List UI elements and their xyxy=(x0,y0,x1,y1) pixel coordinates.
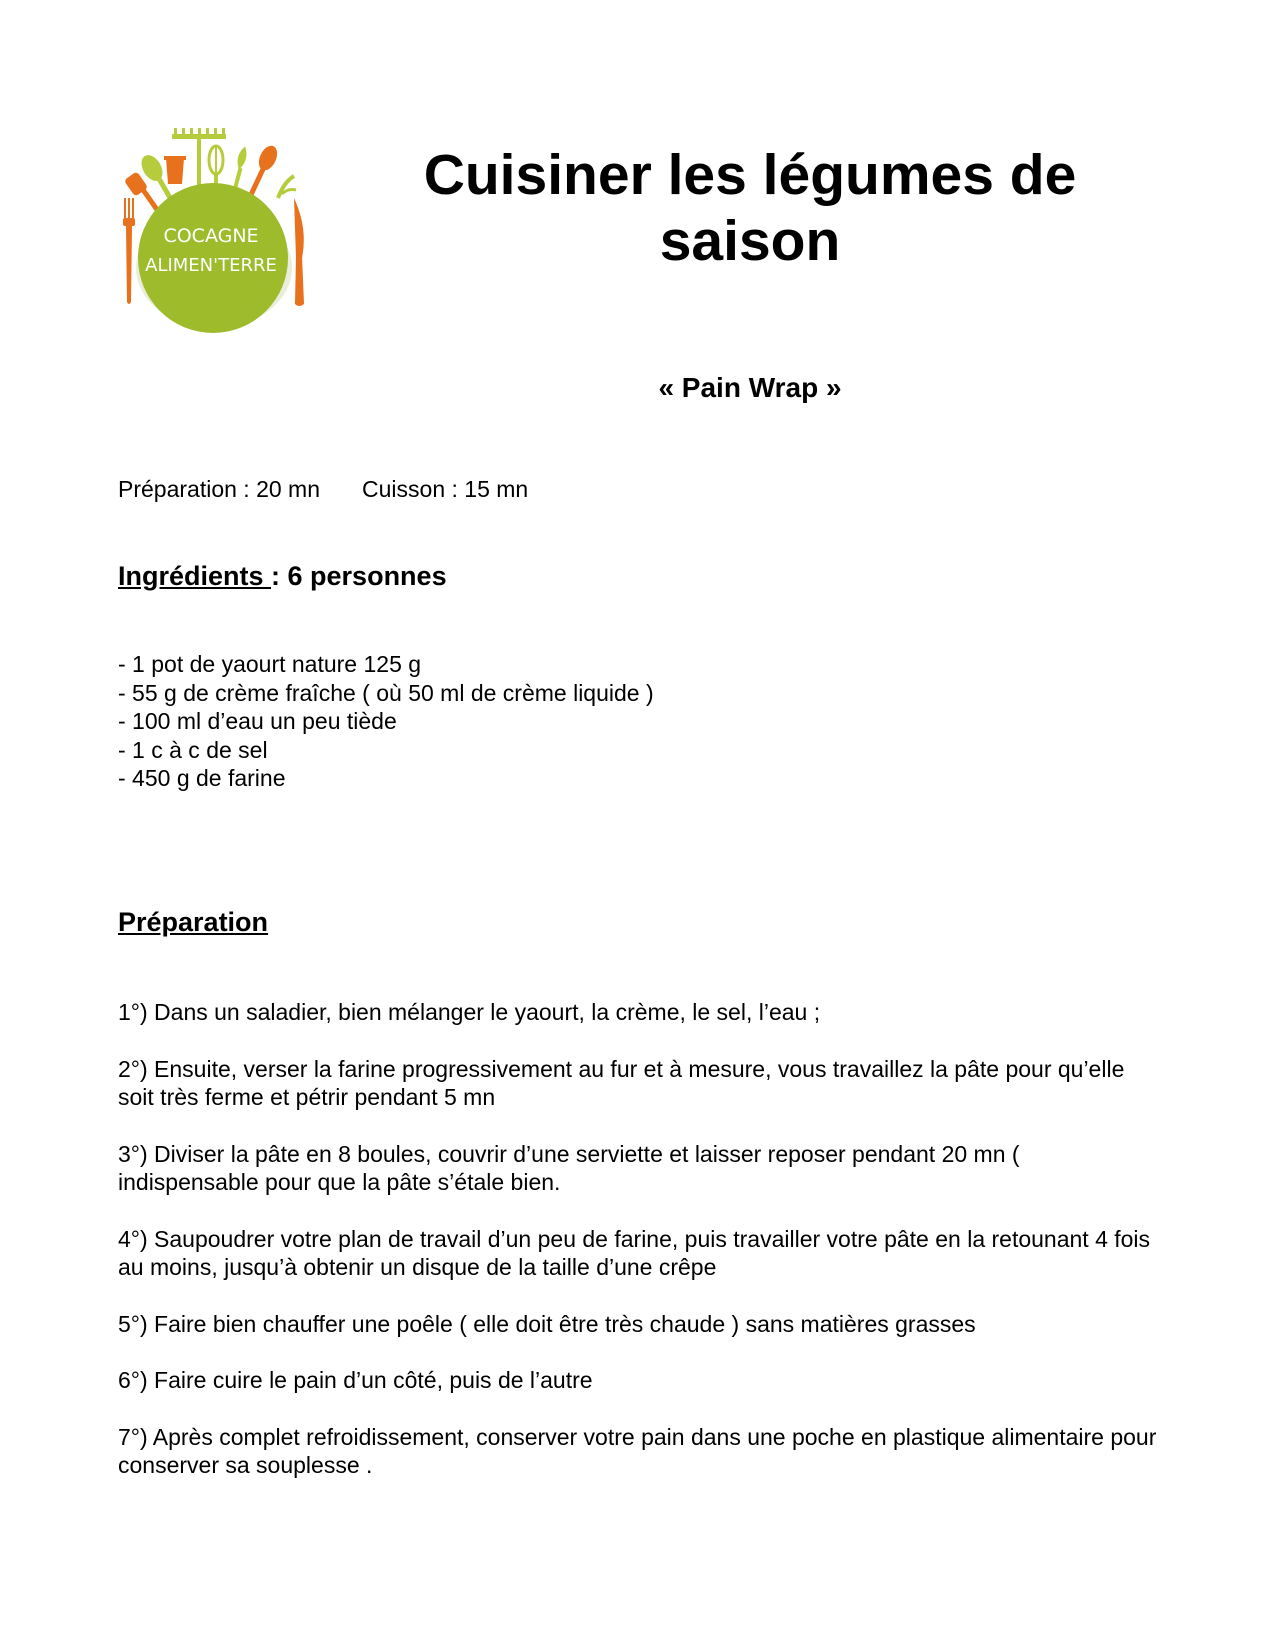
ingredient-item: - 1 c à c de sel xyxy=(118,736,268,763)
recipe-name: « Pain Wrap » xyxy=(658,372,842,403)
cocagne-logo xyxy=(118,128,318,340)
sprout-icon xyxy=(278,176,296,198)
step-item: 1°) Dans un saladier, bien mélanger le yaourt, la crème, le sel, l’eau ; xyxy=(118,999,821,1025)
ingredient-item: - 100 ml d’eau un peu tiède xyxy=(118,708,397,734)
step-item: 7°) Après complet refroidissement, conserver votre pain dans une poche en plastique alimentaire pour conserver sa souplesse . xyxy=(118,1423,1157,1478)
cooking-times xyxy=(118,475,528,503)
preparation-steps xyxy=(118,998,1158,1508)
logo-text-alimenterre: ALIMEN'TERRE xyxy=(145,255,277,276)
step-item: 3°) Diviser la pâte en 8 boules, couvrir d’une serviette et laisser reposer pendant 20 mn ( indispensable pour que la pâte s’étale bien. xyxy=(118,1140,1020,1195)
fork-icon xyxy=(123,198,135,304)
measuring-cup-icon xyxy=(164,156,186,184)
logo-text-cocagne: COCAGNE xyxy=(163,225,259,247)
ingredient-item: - 1 pot de yaourt nature 125 g xyxy=(118,651,422,677)
preparation-time: Préparation : 20 mn xyxy=(118,476,321,502)
slotted-spatula-icon xyxy=(248,143,280,197)
step-item: 5°) Faire bien chauffer une poêle ( elle doit être très chaude ) sans matières grasses xyxy=(118,1310,976,1337)
ingredients-heading xyxy=(118,560,447,592)
preparation-heading: Préparation xyxy=(118,907,269,937)
knife-icon xyxy=(294,198,304,306)
ingredients-heading-label: Ingrédients xyxy=(118,561,272,591)
ingredients-servings: : 6 personnes xyxy=(271,561,447,591)
step-item: 2°) Ensuite, verser la farine progressivement au fur et à mesure, vous travaillez la pâte pour qu’elle soit très ferme et pétrir pendant 5 mn xyxy=(118,1055,1125,1110)
page-title: Cuisiner les légumes de saison xyxy=(423,143,1077,273)
logo-graphic xyxy=(118,128,318,340)
step-item: 4°) Saupoudrer votre plan de travail d’un peu de farine, puis travailler votre pâte en la retounant 4 fois au moins, jusqu’à obtenir un disque de la taille d’une crêpe xyxy=(118,1225,1151,1280)
ingredient-item: - 55 g de crème fraîche ( où 50 ml de crème liquide ) xyxy=(118,679,654,706)
ingredients-list xyxy=(118,650,654,793)
cooking-time: Cuisson : 15 mn xyxy=(362,476,529,502)
step-item: 6°) Faire cuire le pain d’un côté, puis de l’autre xyxy=(118,1367,593,1393)
ingredient-item: - 450 g de farine xyxy=(118,765,286,791)
